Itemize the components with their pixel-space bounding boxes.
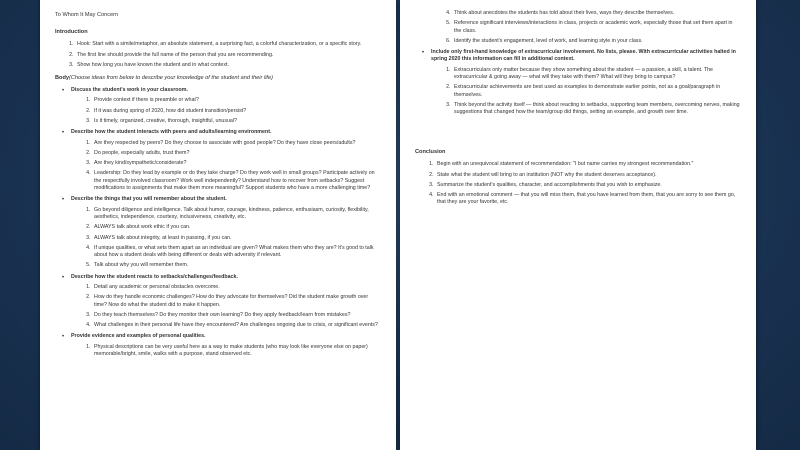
extracurricular-heading: Include only first-hand knowledge of extracurricular involvement. No lists, please. With extracurricular activities halted in spring 2020 this information can fill in additional context. xyxy=(431,49,736,63)
bullet-sub-item: 2. How do they handle economic challenges? How do they advocate for themselves? Did the student make growth over time? Now do what the student did to make it happen. xyxy=(92,294,380,309)
conclusion-list xyxy=(415,161,740,206)
bullet-sub-item: 1. Go beyond diligence and intelligence. Talk about humor, courage, kindness, patience, enthusiasm, curiosity, flexibility, aesthetics, independence, courtesy, inclusiveness, creativity, etc. xyxy=(92,207,380,222)
continued-bullet xyxy=(431,10,740,45)
bullet-dot-icon: • xyxy=(62,334,65,341)
body-bullet xyxy=(62,273,380,330)
bullet-heading: Describe how the student reacts to setbacks/challenges/feedback. xyxy=(71,273,238,280)
document-title: To Whom It May Concern xyxy=(55,12,119,18)
bullet-sub-item: 4. If unique qualities, or what sets them apart as an individual are given? What makes them who they are? It's good to talk about how a student deals with being different or deals with adversity if relevant. xyxy=(92,245,380,260)
bullet-heading: Describe how the student interacts with peers and adults/learning environment. xyxy=(71,129,272,136)
conclusion-list-item: 3. Summarize the student's qualities, character, and accomplishments that you wish to emphasize. xyxy=(435,182,740,189)
body-bullet xyxy=(62,196,380,269)
bullet-sub-item: 1. Physical descriptions can be very useful here as a way to make students (who may look like everyone else on paper) memorable/bright, smile, walks with a purpose, stand observed etc. xyxy=(92,344,380,359)
extracurricular-list-item: 1. Extracurriculars only matter because they show something about the student — a passion, a skill, a talent. The extracurricular & going away — what will they take with them? What will they bring to campus? xyxy=(452,67,740,82)
continued-list-item: 6. Identify the student's engagement, level of work, and learning style in your class. xyxy=(452,38,740,45)
bullet-sub-list xyxy=(71,207,380,270)
bullet-heading: Discuss the student's work in your classroom. xyxy=(71,87,188,94)
bullet-sub-item: 1. Are they respected by peers? Do they choose to associate with good people? Do they have close peers/adults? xyxy=(92,140,380,147)
bullet-sub-item: 2. Do people, especially adults, trust them? xyxy=(92,150,380,157)
bullet-sub-list xyxy=(71,140,380,193)
bullet-sub-item: 1. Provide context if there is preamble or what? xyxy=(92,97,380,104)
bullet-dot-icon: • xyxy=(62,88,65,95)
extracurricular-list-item: 2. Extracurricular achievements are best used as examples to demonstrate earlier points, not as a goal/paragraph in themselves. xyxy=(452,84,740,99)
extracurricular-list xyxy=(431,67,740,117)
continued-list-item: 4. Think about anecdotes the students has told about their lives, ways they describe themselves. xyxy=(452,10,740,17)
intro-list-item: 2. The first line should provide the full name of the person that you are recommending. xyxy=(75,52,380,59)
introduction-heading: Introduction xyxy=(55,28,88,35)
bullet-heading: Provide evidence and examples of personal qualities. xyxy=(71,333,206,340)
continued-list xyxy=(431,10,740,45)
document-page-left xyxy=(40,0,396,450)
body-bullet xyxy=(62,129,380,192)
bullet-dot-icon: • xyxy=(422,50,425,57)
conclusion-list-item: 4. End with an emotional comment — that you will miss them, that you have learned from them, that you are sorry to see them go, that they are your favorite, etc. xyxy=(435,192,740,207)
bullet-dot-icon: • xyxy=(62,274,65,281)
bullet-sub-item: 3. Do they teach themselves? Do they monitor their own learning? Do they apply feedback/learn from mistakes? xyxy=(92,312,380,319)
extracurricular-bullet xyxy=(422,49,740,116)
bullet-sub-item: 4. What challenges in their personal life have they encountered? Are challenges ongoing due to crisis, or significant events? xyxy=(92,322,380,329)
conclusion-heading: Conclusion xyxy=(415,148,446,155)
body-bullet xyxy=(62,333,380,358)
continued-list-item: 5. Reference significant interviews/interactions in class, projects or academic work, especially those that set them apart in the class. xyxy=(452,20,740,35)
bullet-sub-item: 2. If it was during spring of 2020, how did student transition/persist? xyxy=(92,108,380,115)
body-bullet xyxy=(62,87,380,125)
bullet-dot-icon: • xyxy=(62,130,65,137)
intro-list-item: 1. Hook: Start with a simile/metaphor, an absolute statement, a surprising fact, a colorful characterization, or a specific story. xyxy=(75,41,380,48)
bullet-heading: Describe the things that you will remember about the student. xyxy=(71,196,227,203)
bullet-sub-list xyxy=(71,97,380,125)
continued-bullet-list xyxy=(415,10,740,117)
bullet-sub-list xyxy=(71,344,380,359)
bullet-sub-item: 3. Is it timely, organized, creative, thorough, insightful, unusual? xyxy=(92,118,380,125)
bullet-sub-item: 5. Talk about why you will remember them. xyxy=(92,262,380,269)
bullet-sub-item: 3. Are they kind/sympathetic/considerate? xyxy=(92,160,380,167)
extracurricular-list-item: 3. Think beyond the activity itself — think about reacting to setbacks, supporting team members, overcoming nerves, making suggestions that changed how the team/group did things, setting an example, and growth over time. xyxy=(452,102,740,117)
body-bullet-list xyxy=(55,87,380,358)
bullet-sub-item: 1. Detail any academic or personal obstacles overcome. xyxy=(92,284,380,291)
body-hint: (Choose ideas from below to describe your knowledge of the student and their life) xyxy=(68,75,273,82)
bullet-sub-list xyxy=(71,284,380,329)
bullet-sub-item: 3. ALWAYS talk about integrity, at least in passing, if you can. xyxy=(92,235,380,242)
conclusion-list-item: 1. Begin with an unequivocal statement of recommendation: "I but name carries my strongest recommendation." xyxy=(435,161,740,168)
introduction-list xyxy=(55,41,380,69)
body-heading xyxy=(55,75,380,83)
bullet-sub-item: 4. Leadership: Do they lead by example or do they take charge? Do they work well in small groups? Participate actively on the respectfully involved classroom? Work well independently? Understand how to recover from setbacks? Suggest modifications to assignments that make them more meaningful? Support students who have a more challenging time? xyxy=(92,170,380,192)
body-label: Body xyxy=(55,75,69,82)
intro-list-item: 3. Show how long you have known the student and in what context. xyxy=(75,62,380,69)
bullet-dot-icon: • xyxy=(62,197,65,204)
bullet-sub-item: 2. ALWAYS talk about work ethic if you can. xyxy=(92,224,380,231)
conclusion-list-item: 2. State what the student will bring to an institution (NOT why the student deserves acceptance). xyxy=(435,172,740,179)
document-page-right xyxy=(400,0,756,450)
